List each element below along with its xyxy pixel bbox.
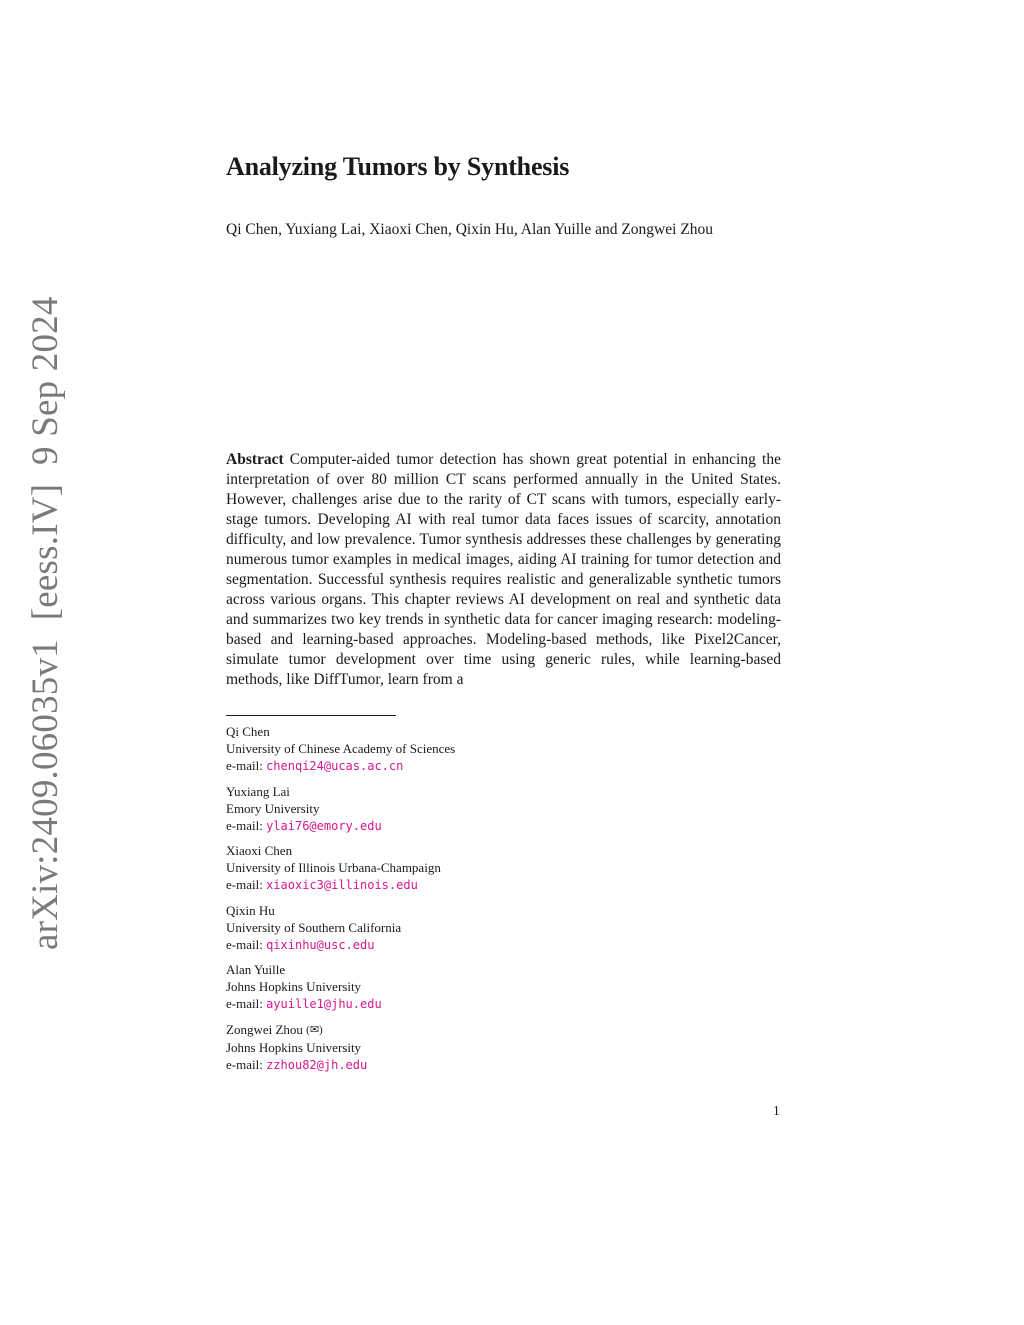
email-link[interactable]: xiaoxic3@illinois.edu — [266, 878, 418, 892]
author-list: Qi Chen, Yuxiang Lai, Xiaoxi Chen, Qixin Hu, Alan Yuille and Zongwei Zhou — [226, 221, 714, 238]
footnote-divider — [226, 715, 396, 716]
affiliation-institution: University of Chinese Academy of Sciences — [226, 741, 456, 756]
abstract-label: Abstract — [226, 451, 284, 468]
envelope-icon: (✉) — [306, 1023, 323, 1036]
email-prefix: e-mail: — [226, 758, 263, 773]
affiliation-entry — [226, 961, 781, 1013]
affiliation-author-name: Qi Chen — [226, 724, 270, 739]
affiliation-institution: Johns Hopkins University — [226, 979, 362, 994]
email-link[interactable]: chenqi24@ucas.ac.cn — [266, 759, 404, 773]
affiliation-institution: Johns Hopkins University — [226, 1039, 362, 1055]
email-link[interactable]: ylai76@emory.edu — [266, 818, 382, 833]
affiliation-author-name: Yuxiang Lai — [226, 783, 290, 799]
affiliation-email-line — [226, 995, 781, 1013]
affiliation-institution: University of Illinois Urbana-Champaign — [226, 860, 441, 875]
affiliation-author-name: Qixin Hu — [226, 902, 275, 918]
abstract — [226, 450, 781, 690]
abstract-text: Computer-aided tumor detection has shown great potential in enhancing the interpretation of over 80 million CT scans performed annually in the United States. However, challenges arise due to the rarity of CT scans with tumors, especially early-stage tumors. Developing AI with real tumor data faces issues of scarcity, annotation difficulty, and low prevalence. Tumor synthesis addresses these challenges by generating numerous tumor examples in medical images, aiding AI training for tumor detection and segmentation. Successful synthesis requires realistic and generalizable synthetic tumors across various organs. This chapter reviews AI development on real and synthetic data and summarizes two key trends in synthetic data for cancer imaging research: modeling-based and learning-based approaches. Modeling-based methods, like Pixel2Cancer, simulate tumor development over time using generic rules, while learning-based methods, like DiffTumor, learn from a — [226, 451, 781, 688]
email-link[interactable]: ayuille1@jhu.edu — [266, 997, 382, 1011]
affiliation-author-name: Xiaoxi Chen — [226, 843, 293, 858]
affiliation-institution: Emory University — [226, 800, 320, 816]
email-prefix: e-mail: — [226, 936, 263, 952]
affiliation-email-line — [226, 757, 781, 775]
affiliation-author-name: Alan Yuille — [226, 962, 286, 977]
page-number: 1 — [773, 1103, 780, 1118]
affiliation-entry — [226, 1021, 781, 1074]
email-prefix: e-mail: — [226, 817, 263, 833]
affiliation-email-line — [226, 1056, 781, 1074]
arxiv-identifier-stamp: arXiv:2409.06035v1 [eess.IV] 9 Sep 2024 — [25, 296, 66, 950]
affiliation-entry — [226, 902, 781, 954]
email-link[interactable]: zzhou82@jh.edu — [266, 1057, 368, 1072]
affiliation-author-name-text: Zongwei Zhou — [226, 1021, 303, 1037]
affiliation-footnotes — [226, 723, 781, 1081]
email-prefix: e-mail: — [226, 996, 263, 1011]
affiliation-email-line — [226, 876, 781, 894]
affiliation-entry — [226, 783, 781, 835]
affiliation-institution: University of Southern California — [226, 919, 402, 935]
affiliation-entry — [226, 842, 781, 894]
affiliation-author-name — [226, 1021, 781, 1039]
email-link[interactable]: qixinhu@usc.edu — [266, 937, 375, 952]
email-prefix: e-mail: — [226, 1056, 263, 1072]
email-prefix: e-mail: — [226, 877, 263, 892]
paper-title: Analyzing Tumors by Synthesis — [226, 152, 570, 181]
affiliation-email-line — [226, 936, 781, 954]
affiliation-email-line — [226, 817, 781, 835]
affiliation-entry — [226, 723, 781, 775]
